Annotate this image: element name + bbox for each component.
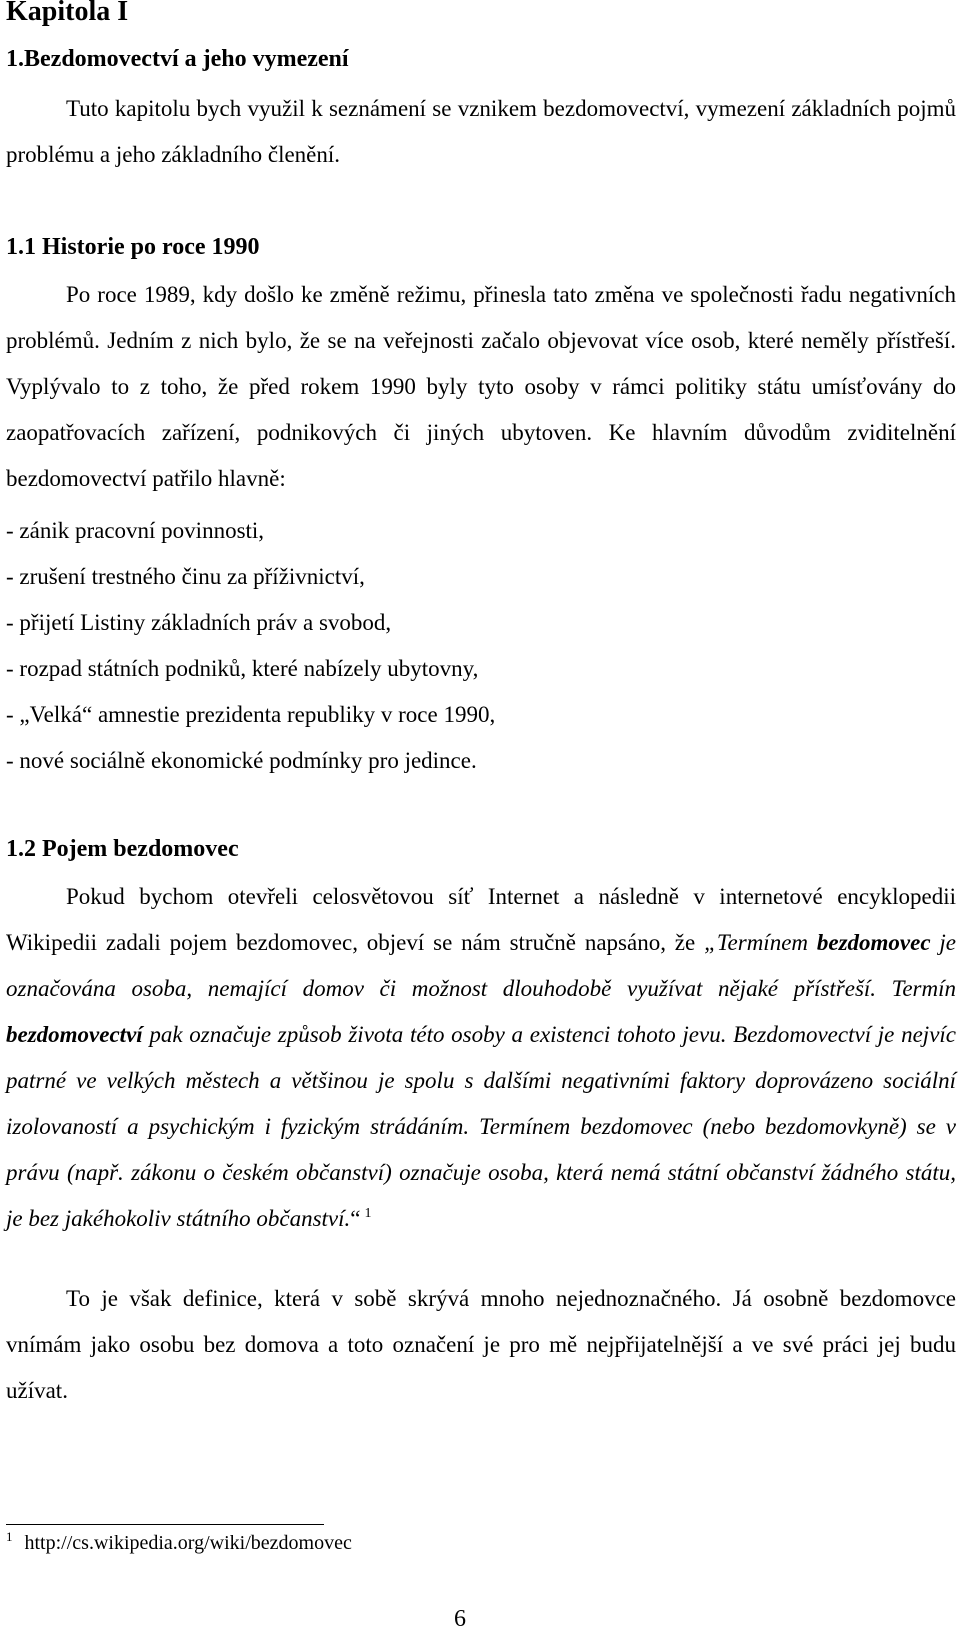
quote-close-mark: “ [350, 1206, 361, 1231]
section-1-1-paragraph: Po roce 1989, kdy došlo ke změně režimu, přinesla tato změna ve společnosti řadu negativních problémů. Jedním z nich bylo, že se na veřejnosti začalo objevovat více osob, které neměly přístřeší. Vyplývalo to z toho, že před rokem 1990 byly tyto osoby v rámci politiky státu umísťovány do zaopatřovacích zařízení, podnikových či jiných ubytoven. Ke hlavním důvodům zviditelnění bezdomovectví patřilo hlavně: [6, 282, 956, 491]
footnote-separator [6, 1524, 324, 1525]
section-1-1-heading: 1.1 Historie po roce 1990 [6, 234, 260, 260]
section-1-2-heading: 1.2 Pojem bezdomovec [6, 836, 239, 862]
list-item: - zánik pracovní povinnosti, [6, 518, 265, 543]
chapter-label: Kapitola I [6, 0, 129, 27]
quote-text: je označována osoba, nemající domov či možnost dlouhodobě využívat nějaké přístřeší. Termín [6, 930, 957, 1001]
quote-term-bezdomovec: bezdomovec [816, 930, 931, 955]
section-1-intro: Tuto kapitolu bych využil k seznámení se vznikem bezdomovectví, vymezení základních pojmů problému a jeho základního členění. [6, 96, 956, 167]
quote-text: pak označuje způsob života této osoby a existenci tohoto jevu. Bezdomovectví je nejvíc patrné ve velkých městech a většinou je spolu s dalšími negativními faktory doprovázeno sociální izolovaností a psychickým i fyzickým strádáním. Termínem bezdomovec (nebo bezdomovkyně) se v právu (např. zákonu o českém občanství) označuje osoba, která nemá státní občanství žádného státu, je bez jakéhokoliv státního občanství. [6, 1022, 956, 1231]
list-item: - „Velká“ amnestie prezidenta republiky v roce 1990, [6, 702, 496, 727]
section-1-2-paragraph-2: To je však definice, která v sobě skrývá mnoho nejednoznačného. Já osobně bezdomovce vnímám jako osobu bez domova a toto označení je pro mě nejpřijatelnější a ve své práci jej budu užívat. [6, 1286, 956, 1403]
quote-term-bezdomovectvi: bezdomovectví [6, 1022, 143, 1047]
footnote-reference[interactable]: 1 [364, 1206, 372, 1222]
list-item: - nové sociálně ekonomické podmínky pro jedince. [6, 748, 477, 773]
quote-open-mark: „ [704, 930, 717, 955]
footnote [6, 1528, 352, 1558]
list-item: - rozpad státních podniků, které nabízely ubytovny, [6, 656, 479, 681]
wikipedia-quote [6, 930, 956, 1231]
list-item: - zrušení trestného činu za příživnictví, [6, 564, 365, 589]
section-1-2-paragraph-1 [6, 874, 956, 1242]
footnote-number: 1 [6, 1529, 13, 1545]
footnote-url[interactable]: http://cs.wikipedia.org/wiki/bezdomovec [24, 1532, 352, 1554]
quote-text: Termínem [716, 930, 817, 955]
reasons-list [6, 508, 495, 784]
paragraph-lead: Pokud bychom otevřeli celosvětovou síť Internet a následně v internetové encyklopedii Wikipedii zadali pojem bezdomovec, objeví se nám stručně napsáno, že [6, 884, 956, 955]
page-number: 6 [454, 1606, 466, 1632]
list-item: - přijetí Listiny základních práv a svobod, [6, 610, 392, 635]
section-1-heading: 1.Bezdomovectví a jeho vymezení [6, 46, 349, 72]
